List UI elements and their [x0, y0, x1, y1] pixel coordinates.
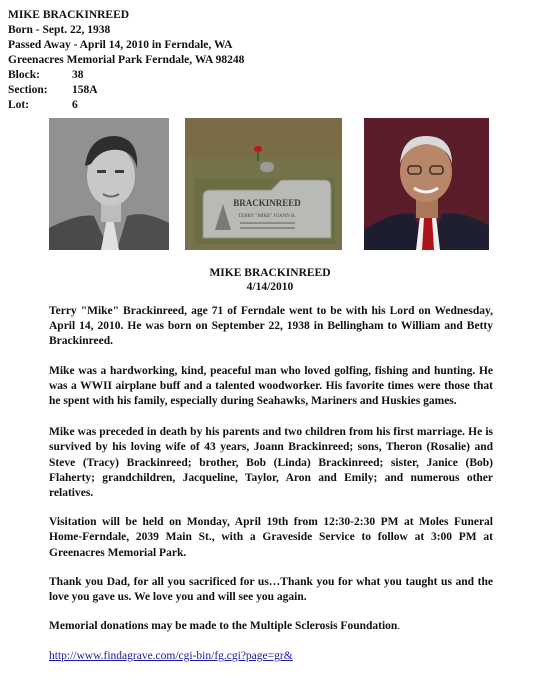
lot-label: Lot:: [8, 99, 30, 111]
obituary-date: 4/14/2010: [246, 281, 294, 293]
obituary-paragraph: Mike was preceded in death by his parents and two children from his first marriage. He is survived by his loving wife of 43 years, Joann Brackinreed; sons, Theron (Rosalie) and Steve (Tracy) Brackinreed; brother, Bob (Linda) Brackinreed; sister, Janice (Bob) Flaherty; grandchildren, Jacqueline, Taylor, Aron and Emily; and numerous other relatives.: [49, 426, 493, 500]
lot-row: [8, 98, 244, 113]
birth-date: Born - Sept. 22, 1938: [8, 24, 111, 36]
obituary-paragraph: Mike was a hardworking, kind, peaceful man who loved golfing, fishing and hunting. He was a WWII airplane buff and a talented woodworker. His favorite times were those that he spent with his family, especially during Seahawks, Mariners and Huskies games.: [49, 364, 493, 408]
findagrave-link[interactable]: http://www.findagrave.com/cgi-bin/fg.cgi?page=gr&: [49, 650, 293, 662]
obituary-heading: [0, 266, 540, 294]
cemetery-name: Greenacres Memorial Park Ferndale, WA 98248: [8, 54, 245, 66]
deceased-name: MIKE BRACKINREED: [8, 9, 130, 21]
memorial-text: Memorial donations may be made to the Multiple Sclerosis Foundation: [49, 620, 398, 633]
block-value: 38: [72, 69, 84, 81]
memorial-period: .: [397, 620, 401, 633]
section-row: [8, 83, 244, 98]
older-portrait-photo: [364, 118, 489, 250]
section-value: 158A: [72, 84, 98, 96]
memorial-note: [49, 619, 493, 634]
lot-value: 6: [72, 99, 78, 111]
death-info: Passed Away - April 14, 2010 in Ferndale, WA: [8, 39, 233, 51]
obituary-paragraph: Thank you Dad, for all you sacrificed for us…Thank you for what you taught us and the love you gave us. We love you and will see you again.: [49, 575, 493, 604]
header-info: [8, 8, 244, 113]
headstone-surname: BRACKINREED: [233, 198, 301, 208]
obituary-paragraph: Terry "Mike" Brackinreed, age 71 of Ferndale went to be with his Lord on Wednesday, April 14, 2010. He was born on September 22, 1938 in Bellingham to William and Betty Brackinreed.: [49, 305, 493, 348]
section-label: Section:: [8, 84, 48, 96]
block-label: Block:: [8, 69, 40, 81]
headstone-photo: [185, 118, 342, 250]
headstone-names: TERRY "MIKE" JOANN B.: [238, 214, 296, 219]
photo-strip: [0, 118, 540, 252]
obituary-title: MIKE BRACKINREED: [209, 267, 331, 279]
young-portrait-photo: [49, 118, 169, 250]
obituary-body: [49, 304, 493, 648]
block-row: [8, 68, 244, 83]
obituary-paragraph: Visitation will be held on Monday, April 19th from 12:30-2:30 PM at Moles Funeral Home-Ferndale, 2039 Main St., with a Graveside Service to follow at 3:00 PM at Greenacres Memorial Park.: [49, 516, 493, 559]
